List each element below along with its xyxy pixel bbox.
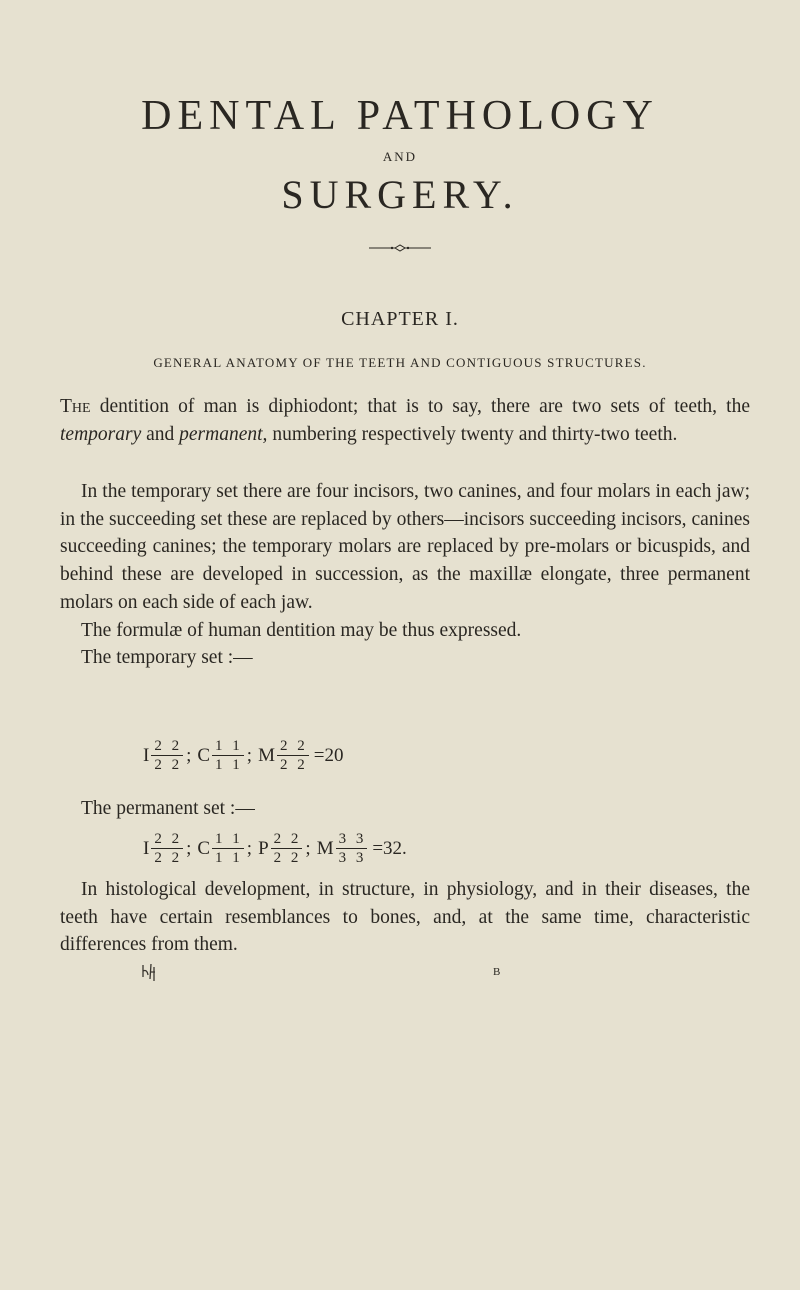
formula-fraction (271, 831, 303, 866)
chapter-heading: CHAPTER I. (341, 308, 459, 330)
formula-term (197, 738, 245, 773)
formula-term (317, 831, 370, 866)
formula-total: =20 (313, 744, 344, 766)
formula-total: =32. (372, 837, 407, 859)
fraction-denominator: 2 2 (273, 850, 302, 866)
body-section-4 (60, 876, 750, 959)
formula-letter: I (143, 837, 150, 859)
fraction-denominator: 1 1 (215, 757, 243, 773)
fraction-numerator: 1 1 (212, 738, 244, 756)
signature-mark: B (493, 966, 502, 978)
body-section-1 (60, 393, 750, 448)
formula-letter: M (258, 744, 275, 766)
formula-letter: C (197, 744, 211, 766)
paragraph-histology: In histological development, in structure, in physiology, and in their diseases, the teeth have certain resemblances to bones, and, at the same time, characteristic differences from them. (60, 879, 750, 956)
fraction-numerator: 2 2 (277, 738, 309, 756)
fraction-numerator: 2 2 (271, 831, 303, 849)
fraction-numerator: 2 2 (151, 738, 183, 756)
label-temporary-set: The temporary set :— (81, 647, 253, 669)
formula-separator: ; (305, 837, 311, 859)
page-footer (0, 959, 800, 999)
paragraph-text: numbering respectively twenty and thirty-two teeth. (267, 423, 678, 445)
fraction-denominator: 2 2 (154, 850, 183, 866)
formula-letter: C (197, 837, 211, 859)
formula-fraction (212, 738, 244, 773)
book-title: DENTAL PATHOLOGY (141, 93, 659, 139)
book-subtitle: SURGERY. (281, 172, 519, 217)
fraction-denominator: 1 1 (215, 850, 243, 866)
formula-fraction (151, 738, 183, 773)
formula-fraction (151, 831, 183, 866)
formula-term (143, 738, 185, 773)
paragraph-formulae: The formulæ of human dentition may be thus expressed. (81, 619, 522, 641)
fraction-denominator: 2 2 (279, 757, 308, 773)
fraction-numerator: 3 3 (336, 831, 368, 849)
fraction-denominator: 2 2 (154, 757, 183, 773)
formula-fraction (277, 738, 309, 773)
chapter-subtitle: GENERAL ANATOMY OF THE TEETH AND CONTIGUOUS STRUCTURES. (153, 355, 647, 370)
handwritten-mark-icon (140, 961, 158, 983)
formula-letter: P (258, 837, 269, 859)
label-permanent-set: The permanent set :— (81, 798, 255, 819)
ornament-divider (355, 244, 445, 252)
paragraph-text: dentition of man is diphiodont; that is to say, there are two sets of teeth, the (90, 396, 750, 417)
formula-separator: ; (186, 744, 192, 766)
formula-term (258, 738, 311, 773)
formula-term (143, 831, 185, 866)
formula-term (258, 831, 304, 866)
formula-separator: ; (246, 744, 253, 766)
formula-letter: I (143, 744, 150, 766)
body-section-3 (60, 795, 750, 823)
formula-temporary (143, 738, 343, 773)
paragraph-text: and (141, 423, 180, 445)
formula-separator: ; (246, 837, 253, 859)
paragraph-dentition (60, 393, 750, 448)
formula-permanent (143, 831, 407, 866)
paragraph-lead-word: The (60, 396, 91, 417)
formula-term (197, 831, 245, 866)
fraction-numerator: 2 2 (151, 831, 183, 849)
formula-letter: M (316, 837, 334, 859)
fraction-denominator: 3 3 (338, 850, 367, 866)
emphasis-permanent: permanent, (179, 423, 268, 445)
body-section-2 (60, 478, 750, 672)
formula-fraction (336, 831, 368, 866)
fraction-numerator: 1 1 (212, 831, 244, 849)
paragraph-temporary-set: In the temporary set there are four incisors, two canines, and four molars in each jaw; in the succeeding set these are replaced by others—incisors succeeding incisors, canines succeeding canines; the temporary molars are replaced by pre-molars or bicuspids, and behind these are developed in succession, as the maxillæ elongate, three permanent molars on each side of each jaw. (60, 481, 750, 613)
formula-fraction (212, 831, 244, 866)
title-conjunction: AND (382, 149, 418, 164)
formula-separator: ; (186, 837, 192, 859)
emphasis-temporary: temporary (60, 423, 142, 445)
